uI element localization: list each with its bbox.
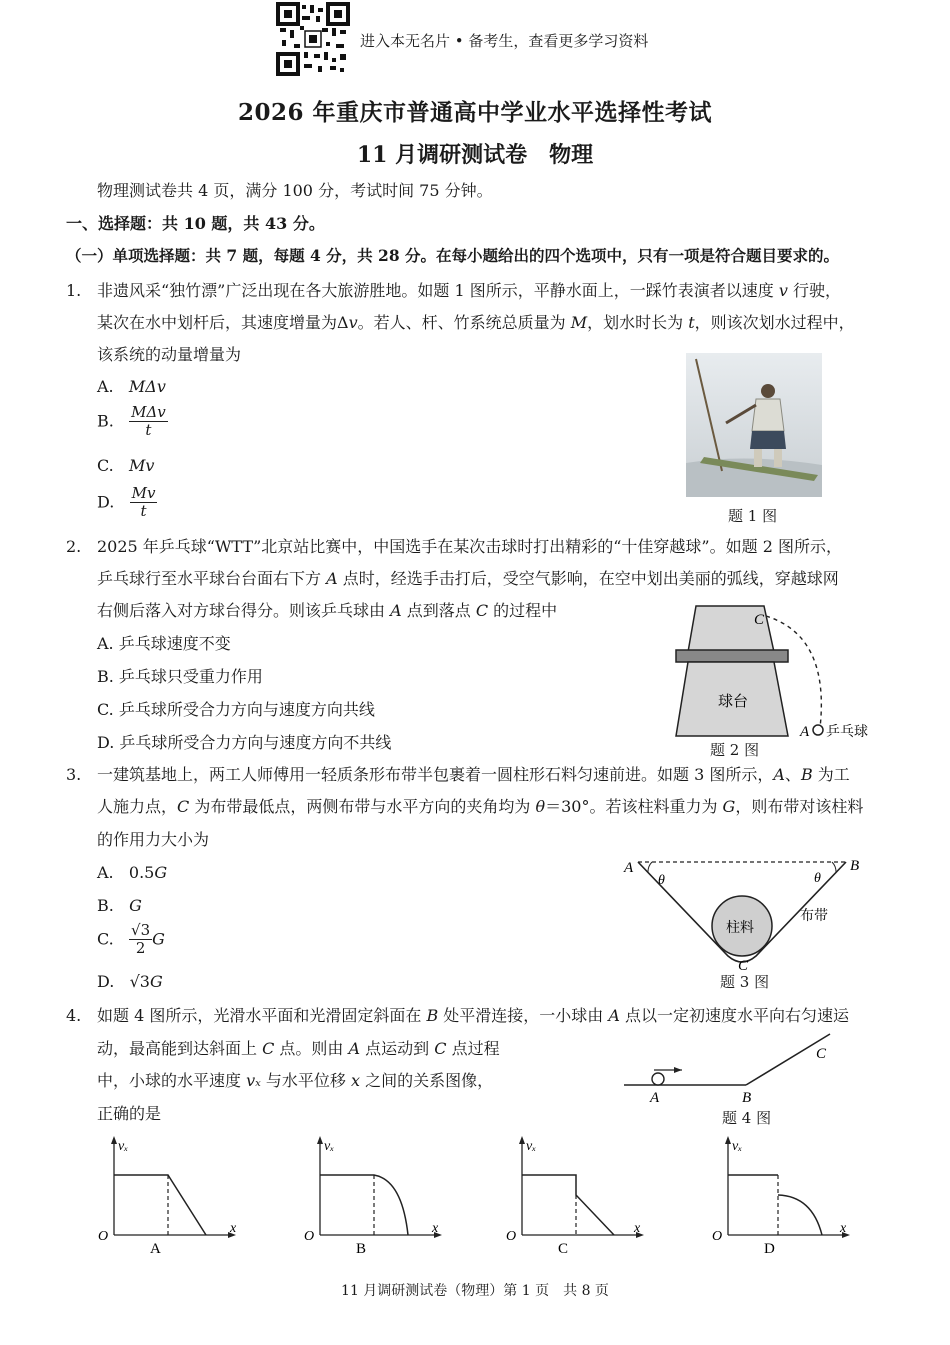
q4-graph-a-origin: O [98, 1229, 109, 1244]
q4-number: 4. [66, 1006, 82, 1025]
q4-graph-c-xlabel: x [634, 1221, 641, 1236]
q2-fig-a-label: A [800, 724, 810, 740]
q4-graph-b-origin: O [304, 1229, 315, 1244]
q4-graph-b-ylabel: vₓ [324, 1139, 335, 1154]
q4-graph-c-label: C [558, 1241, 569, 1257]
q2-option-d: D. 乒乓球所受合力方向与速度方向不共线 [97, 733, 392, 752]
q1-photo [686, 353, 822, 497]
q4-fig-b-label: B [742, 1090, 752, 1106]
q4-graph-a-ylabel: vₓ [118, 1139, 129, 1154]
q4-graph-d-label: D [764, 1241, 775, 1257]
q3-line3: 的作用力大小为 [97, 830, 210, 849]
q2-figure [670, 596, 890, 766]
q4-graph-a-label: A [150, 1241, 161, 1257]
q4-graph-b-label: B [356, 1241, 367, 1257]
q1-line2: 某次在水中划杆后，其速度增量为Δv。若人、杆、竹系统总质量为 M，划水时长为 t，则该次划水过程中， [97, 313, 855, 332]
q4-fig-c-label: C [816, 1046, 827, 1062]
q3-fig-c-label: C [738, 958, 749, 974]
q3-fig-theta-left: θ [658, 873, 665, 888]
q4-graph-c-origin: O [506, 1229, 517, 1244]
q4-graph-a-xlabel: x [230, 1221, 237, 1236]
q3-number: 3. [66, 765, 82, 784]
q2-line1: 2025 年乒乓球“WTT”北京站比赛中，中国选手在某次击球时打出精彩的“十佳穿越球”。如题 2 图所示， [97, 537, 842, 556]
q2-option-c: C. 乒乓球所受合力方向与速度方向共线 [97, 700, 375, 719]
qr-code [276, 2, 350, 76]
q3-fig-stone-label: 柱料 [726, 920, 754, 936]
q2-number: 2. [66, 537, 82, 556]
q1-line1: 非遗风采“独竹漂”广泛出现在各大旅游胜地。如题 1 图所示，平静水面上，一踩竹表演者以速度 v 行驶， [97, 281, 841, 300]
q1-option-c: C. Mv [97, 456, 155, 475]
exam-title: 2026 年重庆市普通高中学业水平选择性考试 [237, 99, 713, 126]
q4-fig-a-label: A [650, 1090, 660, 1106]
q4-graph-d-origin: O [712, 1229, 723, 1244]
q2-option-b: B. 乒乓球只受重力作用 [97, 667, 263, 686]
q4-graph-d [704, 1130, 864, 1260]
q3-line1: 一建筑基地上，两工人师傅用一轻质条形布带半包裹着一圆柱形石料匀速前进。如题 3 图所示，A、B 为工 [97, 765, 850, 784]
q3-option-c: C. $\frac{√3}{2}$ G [97, 921, 165, 957]
q3-option-b: B. G [97, 896, 142, 915]
q4-line3: 中，小球的水平速度 vₓ 与水平位移 x 之间的关系图像， [97, 1071, 494, 1090]
q3-line2: 人施力点，C 为布带最低点，两侧布带与水平方向的夹角均为 θ＝30°。若该柱料重力为 G，则布带对该柱料 [97, 797, 864, 816]
q2-fig-c-label: C [754, 612, 765, 628]
q3-figure [618, 852, 868, 974]
q2-line2: 乒乓球行至水平球台台面右下方 A 点时，经选手击打后，受空气影响，在空中划出美丽的弧线，穿越球网 [97, 569, 839, 588]
q4-graph-d-xlabel: x [840, 1221, 847, 1236]
q4-graph-c-ylabel: vₓ [526, 1139, 537, 1154]
qr-caption: 进入本无名片 • 备考生，查看更多学习资料 [360, 32, 649, 50]
section-heading: 一、选择题：共 10 题，共 43 分。 [66, 214, 325, 233]
q4-line1: 如题 4 图所示，光滑水平面和光滑固定斜面在 B 处平滑连接，一小球由 A 点以一定初速度水平向右匀速运 [97, 1006, 850, 1025]
q3-option-d: D. √3G [97, 972, 163, 991]
q2-option-a: A. 乒乓球速度不变 [97, 634, 231, 653]
q3-fig-band-label: 布带 [800, 908, 828, 924]
q3-figure-caption: 题 3 图 [720, 973, 770, 991]
q4-graph-c [498, 1130, 658, 1260]
q2-fig-ball-label: 乒乓球 [826, 724, 868, 740]
q1-option-d: D. $\frac{Mv}{t}$ [97, 484, 156, 520]
q3-fig-theta-right: θ [814, 871, 821, 886]
q4-line4: 正确的是 [97, 1104, 162, 1123]
q1-option-a: A. MΔv [97, 377, 166, 396]
q3-option-a: A. 0.5G [97, 863, 168, 882]
q2-figure-caption: 题 2 图 [710, 741, 760, 759]
q2-fig-table-label: 球台 [718, 692, 749, 710]
q2-line3: 右侧后落入对方球台得分。则该乒乓球由 A 点到落点 C 的过程中 [97, 601, 558, 620]
q4-graph-d-ylabel: vₓ [732, 1139, 743, 1154]
q1-number: 1. [66, 281, 82, 300]
q4-line2: 动，最高能到达斜面上 C 点。则由 A 点运动到 C 点过程 [97, 1039, 500, 1058]
q4-graph-b-xlabel: x [432, 1221, 439, 1236]
section-subheading: （一）单项选择题：共 7 题，每题 4 分，共 28 分。在每小题给出的四个选项中，只有一项是符合题目要求的。 [66, 246, 840, 265]
q1-line3: 该系统的动量增量为 [97, 345, 242, 364]
q4-figure [618, 1028, 868, 1108]
q3-fig-a-label: A [624, 860, 634, 876]
q4-graph-b [296, 1130, 456, 1260]
intro-text: 物理测试卷共 4 页，满分 100 分，考试时间 75 分钟。 [97, 181, 493, 200]
q4-graph-a [90, 1130, 250, 1260]
page-footer: 11 月调研测试卷（物理）第 1 页 共 8 页 [341, 1283, 609, 1299]
q1-figure-caption: 题 1 图 [728, 507, 778, 525]
q1-option-b: B. $\frac{\text{MΔv}}{t}$ [97, 403, 166, 439]
q4-figure-caption: 题 4 图 [722, 1109, 772, 1127]
q3-fig-b-label: B [850, 858, 860, 874]
exam-subtitle: 11 月调研测试卷 物理 [356, 142, 594, 168]
